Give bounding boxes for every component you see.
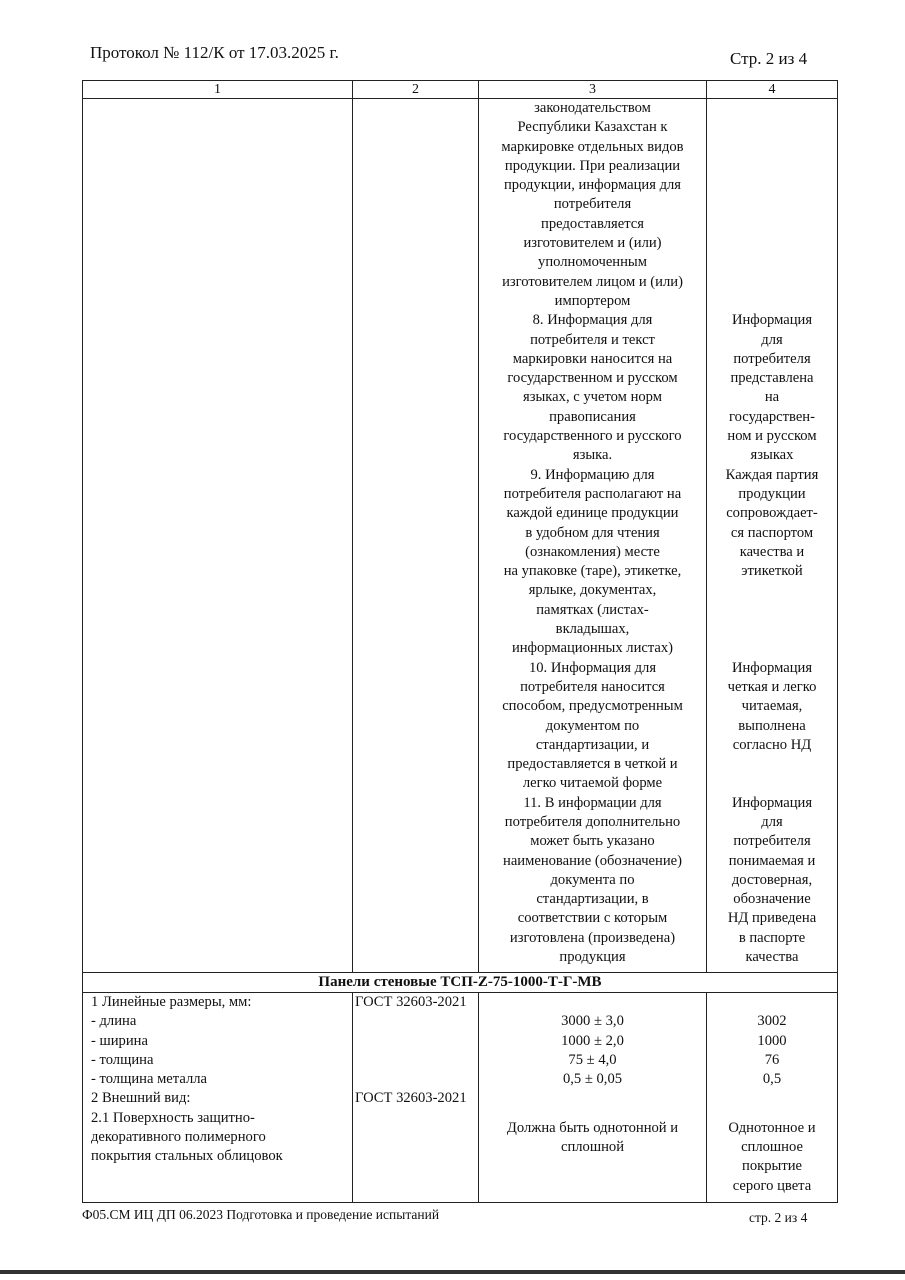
section-title-row [83,973,838,993]
requirement-line: правописания [549,408,636,425]
protocol-title: Протокол № 112/К от 17.03.2025 г. [90,43,339,62]
footer-page: стр. 2 из 4 [749,1210,808,1225]
requirement-line: маркировки наносится на [512,350,673,367]
requirement-line: 3000 ± 3,0 [561,1013,624,1030]
requirement-line: потребителя располагают на [503,485,682,502]
requirement-line: 11. В информации для [523,794,662,811]
requirement-cell [479,993,707,1203]
requirement-line: 8. Информация для [532,312,653,329]
column-number: 4 [707,81,838,99]
spacer-line [707,620,837,639]
requirement-line: документом по [545,717,640,734]
result-line: языках [750,447,794,464]
results-table [82,80,838,1203]
spacer-line [707,639,837,658]
scan-edge [0,1270,905,1274]
result-line: в паспорте [738,929,806,946]
result-line: государствен- [729,408,815,425]
result-line: 3002 [757,1013,787,1030]
result-cell [707,993,838,1203]
spacer-line [707,253,837,272]
result-line: согласно НД [732,736,812,753]
result-line: качества и [739,543,805,560]
parameter-line: - толщина металла [91,1071,207,1088]
parameter-line: - толщина [91,1051,154,1068]
spacer-line [707,234,837,253]
requirement-line: каждой единице продукции [506,505,679,522]
requirement-line: сплошной [560,1139,625,1156]
method-cell [353,993,479,1203]
requirement-line: в удобном для чтения [525,524,660,541]
result-line: сопровождает- [726,505,818,522]
requirement-line: ярлыке, документах, [528,582,657,599]
result-line: серого цвета [732,1177,812,1194]
result-line: Информация [731,659,813,676]
requirement-line: маркировке отдельных видов [501,138,684,155]
result-line: выполнена [738,717,806,734]
parameter-line: 1 Линейные размеры, мм: [91,994,252,1010]
requirement-line: документа по [550,871,635,888]
result-line: 1000 [757,1032,787,1049]
result-line: Однотонное и [728,1119,816,1136]
column-number: 2 [353,81,479,99]
result-line: 76 [764,1051,780,1068]
result-line: Информация [731,794,813,811]
requirement-line: Должна быть однотонной и [506,1119,679,1136]
spacer-line [707,195,837,214]
spacer-line [707,273,837,292]
requirement-line: легко читаемой форме [522,775,663,792]
result-line: ся паспортом [730,524,814,541]
parameter-line: - ширина [91,1032,148,1049]
requirement-line: на упаковке (таре), этикетке, [503,563,682,580]
requirement-line: уполномоченным [538,254,647,271]
spacer-line [707,755,837,774]
requirement-line: (ознакомления) месте [525,543,660,560]
result-line: ном и русском [727,428,817,445]
requirement-line: языках, с учетом норм [523,389,662,406]
footer-form: Ф05.СМ ИЦ ДП 06.2023 Подготовка и проведение испытаний [82,1207,440,1222]
table-row [83,993,838,1203]
requirement-line: изготовителем лицом и (или) [502,273,683,290]
continued-requirements-row [83,99,838,973]
parameter-cell [83,99,353,973]
requirement-line: информационных листах) [511,640,674,657]
result-line: 0,5 [762,1071,782,1088]
result-line: обозначение [733,891,811,908]
result-line: сплошное [741,1139,803,1156]
result-line: продукции [738,485,806,502]
section-title: Панели стеновые ТСП-Z-75-1000-Т-Г-МВ [83,973,838,993]
requirement-line: потребителя и текст [530,331,655,348]
requirement-line: государственного и русского [503,428,682,445]
requirement-line: 1000 ± 2,0 [561,1032,624,1049]
result-cell [707,99,838,973]
requirement-line: стандартизации, в [536,891,649,908]
result-line: на [764,389,780,406]
requirement-line: 75 ± 4,0 [568,1051,617,1068]
requirement-line: предоставляется [541,215,644,232]
column-number-row [83,81,838,99]
requirement-line: продукции, информация для [504,177,681,194]
requirement-line: 0,5 ± 0,05 [562,1071,623,1088]
requirement-line: памятках (листах- [536,601,649,618]
result-line: для [761,331,783,348]
spacer-line [707,215,837,234]
result-line: Информация [731,312,813,329]
result-line: качества [745,949,799,966]
requirement-line: потребителя дополнительно [504,813,681,830]
requirement-line: соответствии с которым [517,910,668,927]
requirement-line: стандартизации, и [535,736,650,753]
requirement-line: вкладышах, [555,621,630,638]
parameter-line: 2.1 Поверхность защитно- [91,1109,255,1126]
result-line: четкая и легко [727,678,817,695]
requirement-line: потребителя наносится [520,678,665,695]
requirement-line: 10. Информация для [528,659,657,676]
parameter-cell [83,993,353,1203]
requirement-line: импортером [554,292,631,309]
result-line: Каждая партия [725,466,819,483]
spacer-line [707,157,837,176]
result-line: этикеткой [741,563,803,580]
method-line: ГОСТ 32603-2021 [355,994,467,1010]
requirement-line: государственном и русском [507,370,678,387]
requirement-line: потребителя [553,196,632,213]
requirement-line: способом, предусмотренным [502,698,683,715]
spacer-line [707,581,837,600]
result-line: представлена [730,370,814,387]
column-number: 3 [479,81,707,99]
spacer-line [707,774,837,793]
method-line: ГОСТ 32603-2021 [355,1090,467,1107]
requirement-line: 9. Информацию для [530,466,655,483]
spacer-line [707,99,837,118]
requirement-cell [479,99,707,973]
requirement-line: предоставляется в четкой и [507,756,678,773]
column-number: 1 [83,81,353,99]
spacer-line [707,176,837,195]
spacer-line [707,601,837,620]
result-line: потребителя [733,350,811,367]
spacer-line [707,118,837,137]
result-line: покрытие [742,1158,802,1175]
result-line: читаемая, [741,698,803,715]
result-line: НД приведена [727,910,817,927]
requirement-line: языка. [572,447,613,464]
parameter-line: - длина [91,1013,137,1030]
requirement-line: продукции. При реализации [504,157,681,174]
requirement-line: изготовлена (произведена) [509,929,676,946]
requirement-line: законодательством [534,100,651,116]
result-line: понимаемая и [728,852,816,869]
spacer-line [707,138,837,157]
result-line: достоверная, [731,871,813,888]
method-cell [353,99,479,973]
page-number: Стр. 2 из 4 [730,49,808,68]
parameter-line: покрытия стальных облицовок [91,1148,283,1165]
parameter-line: декоративного полимерного [91,1129,266,1146]
parameter-line: 2 Внешний вид: [91,1090,191,1107]
requirement-line: наименование (обозначение) [503,852,682,869]
result-line: для [761,813,783,830]
requirement-line: продукция [559,949,626,966]
requirement-line: Республики Казахстан к [517,119,668,136]
requirement-line: может быть указано [530,833,655,850]
requirement-line: изготовителем и (или) [523,235,662,252]
spacer-line [707,292,837,311]
result-line: потребителя [733,833,811,850]
